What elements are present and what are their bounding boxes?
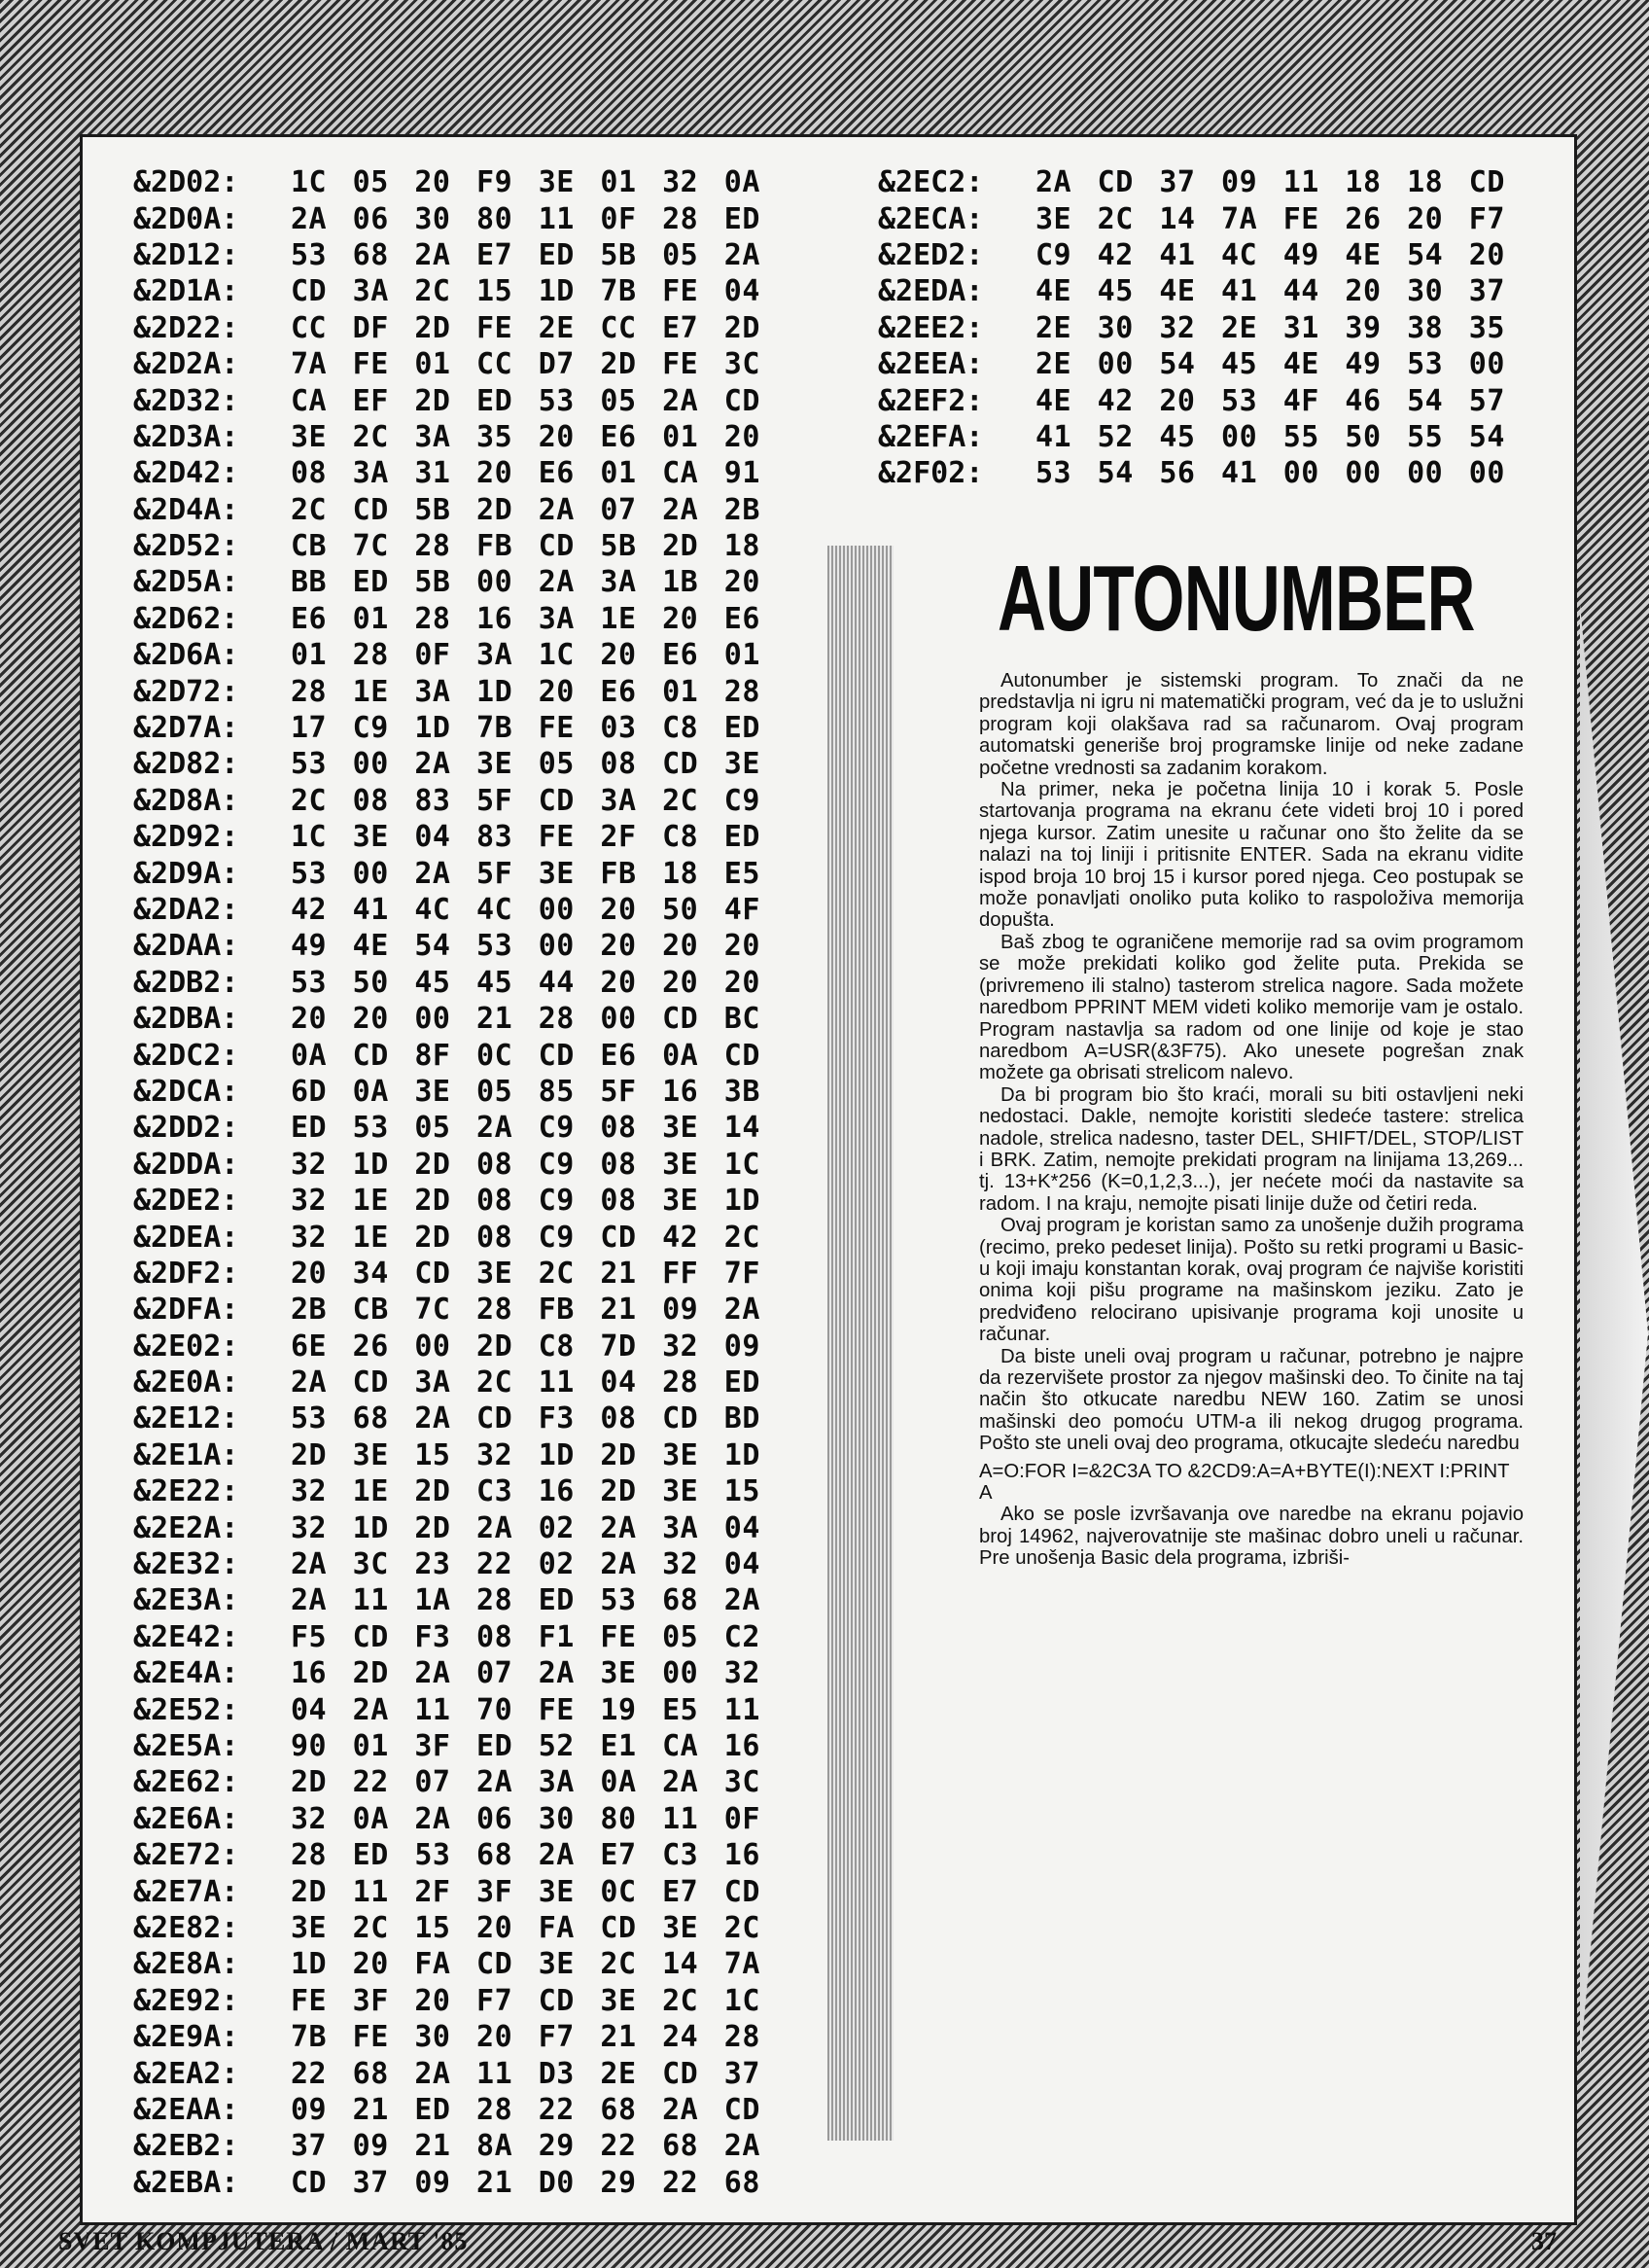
hex-row bbox=[878, 273, 1568, 309]
hex-row bbox=[133, 1873, 882, 1909]
hex-address: &2E4A: bbox=[133, 1656, 239, 1691]
decorative-band bbox=[827, 546, 894, 2141]
hex-address: &2D12: bbox=[133, 237, 239, 272]
article-paragraph: Na primer, neka je početna linija 10 i korak 5. Posle startovanja programa na ekranu ćete videti broj 10 i pored njega kursor. Zatim unesite u računar ono što želite da se nalazi na toj liniji i pritisnite ENTER. Sada na ekranu vidite ispod broja 10 broj 15 i kursor pored njega. Ceo postupak se može ponavljati onoliko puta koliko to raspoloživa memorija dopušta. bbox=[979, 779, 1524, 932]
hex-bytes: 0A CD 8F 0C CD E6 0A CD bbox=[291, 1038, 760, 1073]
hex-bytes: 2B CB 7C 28 FB 21 09 2A bbox=[291, 1293, 760, 1328]
article-paragraph: Ovaj program je koristan samo za unošenje dužih programa (recimo, preko pedeset linija). Pošto su retki programi u Basic-u koji imaju konstantan korak, ovaj program će najviše koristiti onima koji pišu programe na mašinskom jeziku. Zato je predviđeno relocirano upisivanje programa koji unosite u računar. bbox=[979, 1215, 1524, 1346]
hex-address: &2DDA: bbox=[133, 1147, 239, 1182]
hex-address: &2D8A: bbox=[133, 783, 239, 818]
hex-bytes: 53 00 2A 3E 05 08 CD 3E bbox=[291, 747, 760, 782]
hex-bytes: 17 C9 1D 7B FE 03 C8 ED bbox=[291, 711, 760, 746]
basic-command: A=O:FOR I=&2C3A TO &2CD9:A=A+BYTE(I):NEXT I:PRINT A bbox=[979, 1460, 1510, 1505]
hex-bytes: 32 0A 2A 06 30 80 11 0F bbox=[291, 1801, 760, 1836]
hex-address: &2DE2: bbox=[133, 1184, 239, 1219]
hex-row bbox=[133, 1183, 882, 1219]
hex-row bbox=[878, 346, 1568, 382]
hex-bytes: 53 50 45 45 44 20 20 20 bbox=[291, 965, 760, 1000]
hex-address: &2E1A: bbox=[133, 1437, 239, 1472]
hex-address: &2EAA: bbox=[133, 2092, 239, 2127]
hex-address: &2DA2: bbox=[133, 893, 239, 927]
hex-bytes: 2A 06 30 80 11 0F 28 ED bbox=[291, 201, 760, 236]
hex-bytes: 08 3A 31 20 E6 01 CA 91 bbox=[291, 456, 760, 491]
hex-bytes: FE 3F 20 F7 CD 3E 2C 1C bbox=[291, 1983, 760, 2018]
hex-address: &2E22: bbox=[133, 1474, 239, 1509]
hex-row bbox=[133, 1001, 882, 1037]
hex-address: &2DCA: bbox=[133, 1074, 239, 1109]
hex-row bbox=[133, 1619, 882, 1655]
hex-address: &2D3A: bbox=[133, 419, 239, 454]
hex-address: &2EE2: bbox=[878, 310, 984, 345]
hex-bytes: 4E 42 20 53 4F 46 54 57 bbox=[1035, 383, 1505, 418]
hex-row bbox=[133, 892, 882, 928]
hex-row bbox=[133, 1546, 882, 1582]
hex-row bbox=[133, 2055, 882, 2091]
hex-address: &2D1A: bbox=[133, 274, 239, 309]
hex-address: &2ECA: bbox=[878, 201, 984, 236]
article-paragraph: Autonumber je sistemski program. To znači da ne predstavlja ni igru ni matematički program, već da je to uslužni program koji olakšava rad sa računarom. Ovaj program automatski generiše broj programske linije od neke zadane početne vrednosti sa zadanim korakom. bbox=[979, 670, 1524, 779]
hex-row bbox=[878, 164, 1568, 200]
hex-address: &2D5A: bbox=[133, 565, 239, 600]
hex-address: &2F02: bbox=[878, 456, 984, 491]
hex-bytes: ED 53 05 2A C9 08 3E 14 bbox=[291, 1111, 760, 1146]
hex-row bbox=[133, 528, 882, 564]
hex-row bbox=[133, 2019, 882, 2055]
hex-row bbox=[133, 1329, 882, 1364]
hex-address: &2D6A: bbox=[133, 638, 239, 673]
hex-address: &2DFA: bbox=[133, 1293, 239, 1328]
hex-bytes: 2C CD 5B 2D 2A 07 2A 2B bbox=[291, 492, 760, 527]
hex-address: &2EF2: bbox=[878, 383, 984, 418]
hex-address: &2E32: bbox=[133, 1547, 239, 1582]
hex-row bbox=[133, 783, 882, 819]
hex-row bbox=[133, 1801, 882, 1837]
hex-bytes: 16 2D 2A 07 2A 3E 00 32 bbox=[291, 1656, 760, 1691]
hex-bytes: 2E 00 54 45 4E 49 53 00 bbox=[1035, 347, 1505, 382]
hex-address: &2EC2: bbox=[878, 165, 984, 200]
hex-address: &2E12: bbox=[133, 1401, 239, 1436]
hex-address: &2D9A: bbox=[133, 856, 239, 891]
hex-bytes: 2D 22 07 2A 3A 0A 2A 3C bbox=[291, 1765, 760, 1800]
hex-address: &2E8A: bbox=[133, 1947, 239, 1982]
hex-row bbox=[133, 1655, 882, 1691]
hex-address: &2E82: bbox=[133, 1910, 239, 1945]
hex-address: &2EDA: bbox=[878, 274, 984, 309]
hex-address: &2DD2: bbox=[133, 1111, 239, 1146]
hex-bytes: 7A FE 01 CC D7 2D FE 3C bbox=[291, 347, 760, 382]
hex-bytes: 2A CD 3A 2C 11 04 28 ED bbox=[291, 1365, 760, 1400]
hex-address: &2D0A: bbox=[133, 201, 239, 236]
hex-row bbox=[133, 1147, 882, 1183]
hex-bytes: 2A 11 1A 28 ED 53 68 2A bbox=[291, 1583, 760, 1618]
hex-address: &2D7A: bbox=[133, 711, 239, 746]
hex-address: &2DAA: bbox=[133, 929, 239, 964]
hex-bytes: C9 42 41 4C 49 4E 54 20 bbox=[1035, 237, 1505, 272]
hex-address: &2E2A: bbox=[133, 1510, 239, 1545]
hex-bytes: 90 01 3F ED 52 E1 CA 16 bbox=[291, 1728, 760, 1763]
hex-row bbox=[133, 1256, 882, 1292]
hex-bytes: 32 1E 2D 08 C9 CD 42 2C bbox=[291, 1220, 760, 1255]
hex-bytes: E6 01 28 16 3A 1E 20 E6 bbox=[291, 601, 760, 636]
hex-row bbox=[133, 564, 882, 600]
hex-bytes: 32 1E 2D 08 C9 08 3E 1D bbox=[291, 1184, 760, 1219]
hex-bytes: 28 ED 53 68 2A E7 C3 16 bbox=[291, 1838, 760, 1873]
hex-bytes: 53 68 2A E7 ED 5B 05 2A bbox=[291, 237, 760, 272]
hex-row bbox=[133, 455, 882, 491]
hex-row bbox=[133, 382, 882, 418]
hex-row bbox=[133, 1400, 882, 1436]
hex-address: &2D72: bbox=[133, 674, 239, 709]
hex-bytes: 28 1E 3A 1D 20 E6 01 28 bbox=[291, 674, 760, 709]
hex-address: &2D4A: bbox=[133, 492, 239, 527]
hex-row bbox=[133, 1764, 882, 1800]
hex-address: &2EBA: bbox=[133, 2165, 239, 2200]
hex-row bbox=[878, 310, 1568, 346]
hex-address: &2E42: bbox=[133, 1619, 239, 1654]
page-number: 37 bbox=[1531, 2227, 1557, 2255]
hex-row bbox=[133, 965, 882, 1001]
hex-row bbox=[133, 1983, 882, 2019]
hex-row bbox=[133, 1691, 882, 1727]
hex-row bbox=[133, 1473, 882, 1509]
magazine-page bbox=[80, 134, 1577, 2225]
hex-listing-left bbox=[133, 164, 882, 2201]
hex-listing-right bbox=[878, 164, 1568, 492]
hex-bytes: 32 1D 2D 08 C9 08 3E 1C bbox=[291, 1147, 760, 1182]
hex-address: &2DBA: bbox=[133, 1002, 239, 1037]
hex-row bbox=[133, 1037, 882, 1073]
hex-bytes: 32 1E 2D C3 16 2D 3E 15 bbox=[291, 1474, 760, 1509]
hex-row bbox=[133, 2128, 882, 2164]
hex-address: &2D2A: bbox=[133, 347, 239, 382]
hex-bytes: 2A CD 37 09 11 18 18 CD bbox=[1035, 165, 1505, 200]
hex-address: &2D32: bbox=[133, 383, 239, 418]
hex-address: &2E02: bbox=[133, 1329, 239, 1364]
hex-row bbox=[878, 382, 1568, 418]
hex-row bbox=[133, 1219, 882, 1255]
hex-row bbox=[133, 237, 882, 273]
hex-bytes: 42 41 4C 4C 00 20 50 4F bbox=[291, 893, 760, 927]
hex-address: &2E72: bbox=[133, 1838, 239, 1873]
hex-bytes: 53 68 2A CD F3 08 CD BD bbox=[291, 1401, 760, 1436]
hex-bytes: 3E 2C 15 20 FA CD 3E 2C bbox=[291, 1910, 760, 1945]
hex-bytes: 37 09 21 8A 29 22 68 2A bbox=[291, 2129, 760, 2164]
hex-bytes: 01 28 0F 3A 1C 20 E6 01 bbox=[291, 638, 760, 673]
hex-address: &2E3A: bbox=[133, 1583, 239, 1618]
hex-row bbox=[133, 637, 882, 673]
magazine-footer: SVET KOMPJUTERA / MART '85 bbox=[58, 2227, 469, 2255]
hex-address: &2E62: bbox=[133, 1765, 239, 1800]
hex-address: &2D02: bbox=[133, 165, 239, 200]
hex-bytes: 1C 3E 04 83 FE 2F C8 ED bbox=[291, 820, 760, 855]
hex-address: &2DB2: bbox=[133, 965, 239, 1000]
hex-address: &2EEA: bbox=[878, 347, 984, 382]
hex-bytes: 6D 0A 3E 05 85 5F 16 3B bbox=[291, 1074, 760, 1109]
hex-bytes: 1C 05 20 F9 3E 01 32 0A bbox=[291, 165, 760, 200]
hex-address: &2D92: bbox=[133, 820, 239, 855]
hex-row bbox=[878, 455, 1568, 491]
article-paragraph: Da bi program bio što kraći, morali su biti ostavljeni neki nedostaci. Dakle, nemojte koristiti sledeće tastere: strelica nadole, strelica nadesno, taster DEL, SHIFT/DEL, STOP/LIST i BRK. Zatim, nemojte prekidati program na linijama 13,269... tj. 13+K*256 (K=0,1,2,3...), jer nećete moći da nastavite sa radom. I na kraju, nemojte pisati linije duže od četiri reda. bbox=[979, 1083, 1524, 1215]
hex-address: &2EFA: bbox=[878, 419, 984, 454]
article-paragraph: Da biste uneli ovaj program u računar, potrebno je najpre da rezervišete prostor za njegov mašinski deo. To činite na taj način što otkucate naredbu NEW 160. Zatim se unosi mašinski deo pomoću UTM-a ili nekog drugog programa. Pošto ste uneli ovaj deo programa, otkucajte sledeću naredbu bbox=[979, 1345, 1524, 1455]
hex-bytes: 2E 30 32 2E 31 39 38 35 bbox=[1035, 310, 1505, 345]
hex-row bbox=[133, 419, 882, 455]
hex-bytes: 22 68 2A 11 D3 2E CD 37 bbox=[291, 2056, 760, 2091]
hex-row bbox=[133, 164, 882, 200]
hex-bytes: 41 52 45 00 55 50 55 54 bbox=[1035, 419, 1505, 454]
hex-row bbox=[133, 1364, 882, 1400]
hex-row bbox=[133, 710, 882, 746]
article-body bbox=[979, 670, 1524, 1570]
hex-bytes: CB 7C 28 FB CD 5B 2D 18 bbox=[291, 529, 760, 564]
hex-row bbox=[133, 1074, 882, 1110]
hex-address: &2DF2: bbox=[133, 1256, 239, 1291]
hex-row bbox=[133, 819, 882, 855]
article-title: AUTONUMBER bbox=[998, 547, 1475, 651]
decorative-arrow bbox=[1580, 604, 1648, 2063]
hex-bytes: 2C 08 83 5F CD 3A 2C C9 bbox=[291, 783, 760, 818]
hex-address: &2E92: bbox=[133, 1983, 239, 2018]
hex-bytes: 32 1D 2D 2A 02 2A 3A 04 bbox=[291, 1510, 760, 1545]
hex-row bbox=[133, 1582, 882, 1618]
hex-row bbox=[133, 310, 882, 346]
hex-bytes: CD 3A 2C 15 1D 7B FE 04 bbox=[291, 274, 760, 309]
hex-row bbox=[878, 419, 1568, 455]
hex-bytes: BB ED 5B 00 2A 3A 1B 20 bbox=[291, 565, 760, 600]
hex-address: &2EA2: bbox=[133, 2056, 239, 2091]
hex-bytes: 3E 2C 14 7A FE 26 20 F7 bbox=[1035, 201, 1505, 236]
hex-address: &2EB2: bbox=[133, 2129, 239, 2164]
hex-row bbox=[878, 200, 1568, 236]
hex-row bbox=[133, 855, 882, 891]
hex-row bbox=[133, 928, 882, 964]
hex-row bbox=[133, 1292, 882, 1328]
hex-row bbox=[133, 1728, 882, 1764]
hex-bytes: 4E 45 4E 41 44 20 30 37 bbox=[1035, 274, 1505, 309]
hex-row bbox=[133, 1910, 882, 1946]
hex-bytes: 7B FE 30 20 F7 21 24 28 bbox=[291, 2020, 760, 2055]
hex-address: &2D62: bbox=[133, 601, 239, 636]
hex-row bbox=[133, 746, 882, 782]
hex-bytes: 09 21 ED 28 22 68 2A CD bbox=[291, 2092, 760, 2127]
hex-bytes: 49 4E 54 53 00 20 20 20 bbox=[291, 929, 760, 964]
hex-address: &2D52: bbox=[133, 529, 239, 564]
hex-row bbox=[878, 237, 1568, 273]
hex-row bbox=[133, 601, 882, 637]
article-paragraph: Ako se posle izvršavanja ove naredbe na ekranu pojavio broj 14962, najverovatnije ste mašinac dobro uneli u računar. Pre unošenja Basic dela programa, izbriši- bbox=[979, 1504, 1524, 1570]
hex-address: &2E7A: bbox=[133, 1874, 239, 1909]
hex-row bbox=[133, 1110, 882, 1146]
hex-address: &2DEA: bbox=[133, 1220, 239, 1255]
hex-bytes: 2A 3C 23 22 02 2A 32 04 bbox=[291, 1547, 760, 1582]
hex-row bbox=[133, 1837, 882, 1873]
hex-row bbox=[133, 1509, 882, 1545]
hex-address: &2D22: bbox=[133, 310, 239, 345]
hex-row bbox=[133, 346, 882, 382]
hex-address: &2E9A: bbox=[133, 2020, 239, 2055]
article-paragraph: Baš zbog te ograničene memorije rad sa ovim programom se može prekidati koliko god želite puta. Prekida se (privremeno ili stalno) tasterom strelica nagore. Sada možete naredbom PPRINT MEM videti koliko memorije vam je ostalo. Program nastavlja sa radom od one linije od koje je stao naredbom A=USR(&3F75). Ako unesete pogrešan znak možete ga obrisati strelicom nalevo. bbox=[979, 931, 1524, 1084]
hex-row bbox=[133, 200, 882, 236]
hex-bytes: CD 37 09 21 D0 29 22 68 bbox=[291, 2165, 760, 2200]
hex-bytes: 6E 26 00 2D C8 7D 32 09 bbox=[291, 1329, 760, 1364]
hex-bytes: 53 00 2A 5F 3E FB 18 E5 bbox=[291, 856, 760, 891]
hex-row bbox=[133, 2164, 882, 2200]
hex-bytes: 04 2A 11 70 FE 19 E5 11 bbox=[291, 1692, 760, 1727]
hex-row bbox=[133, 673, 882, 709]
hex-row bbox=[133, 2092, 882, 2128]
hex-address: &2E0A: bbox=[133, 1365, 239, 1400]
hex-address: &2E52: bbox=[133, 1692, 239, 1727]
hex-address: &2D42: bbox=[133, 456, 239, 491]
hex-address: &2DC2: bbox=[133, 1038, 239, 1073]
hex-address: &2E5A: bbox=[133, 1728, 239, 1763]
hex-bytes: 3E 2C 3A 35 20 E6 01 20 bbox=[291, 419, 760, 454]
hex-bytes: 2D 11 2F 3F 3E 0C E7 CD bbox=[291, 1874, 760, 1909]
hex-bytes: 53 54 56 41 00 00 00 00 bbox=[1035, 456, 1505, 491]
hex-bytes: CC DF 2D FE 2E CC E7 2D bbox=[291, 310, 760, 345]
hex-bytes: 1D 20 FA CD 3E 2C 14 7A bbox=[291, 1947, 760, 1982]
hex-bytes: 20 20 00 21 28 00 CD BC bbox=[291, 1002, 760, 1037]
hex-bytes: 20 34 CD 3E 2C 21 FF 7F bbox=[291, 1256, 760, 1291]
hex-address: &2D82: bbox=[133, 747, 239, 782]
hex-address: &2E6A: bbox=[133, 1801, 239, 1836]
hex-bytes: F5 CD F3 08 F1 FE 05 C2 bbox=[291, 1619, 760, 1654]
hex-row bbox=[133, 1437, 882, 1473]
hex-row bbox=[133, 273, 882, 309]
hex-row bbox=[133, 1946, 882, 1982]
hex-address: &2ED2: bbox=[878, 237, 984, 272]
hex-bytes: 2D 3E 15 32 1D 2D 3E 1D bbox=[291, 1437, 760, 1472]
hex-row bbox=[133, 492, 882, 528]
hex-bytes: CA EF 2D ED 53 05 2A CD bbox=[291, 383, 760, 418]
